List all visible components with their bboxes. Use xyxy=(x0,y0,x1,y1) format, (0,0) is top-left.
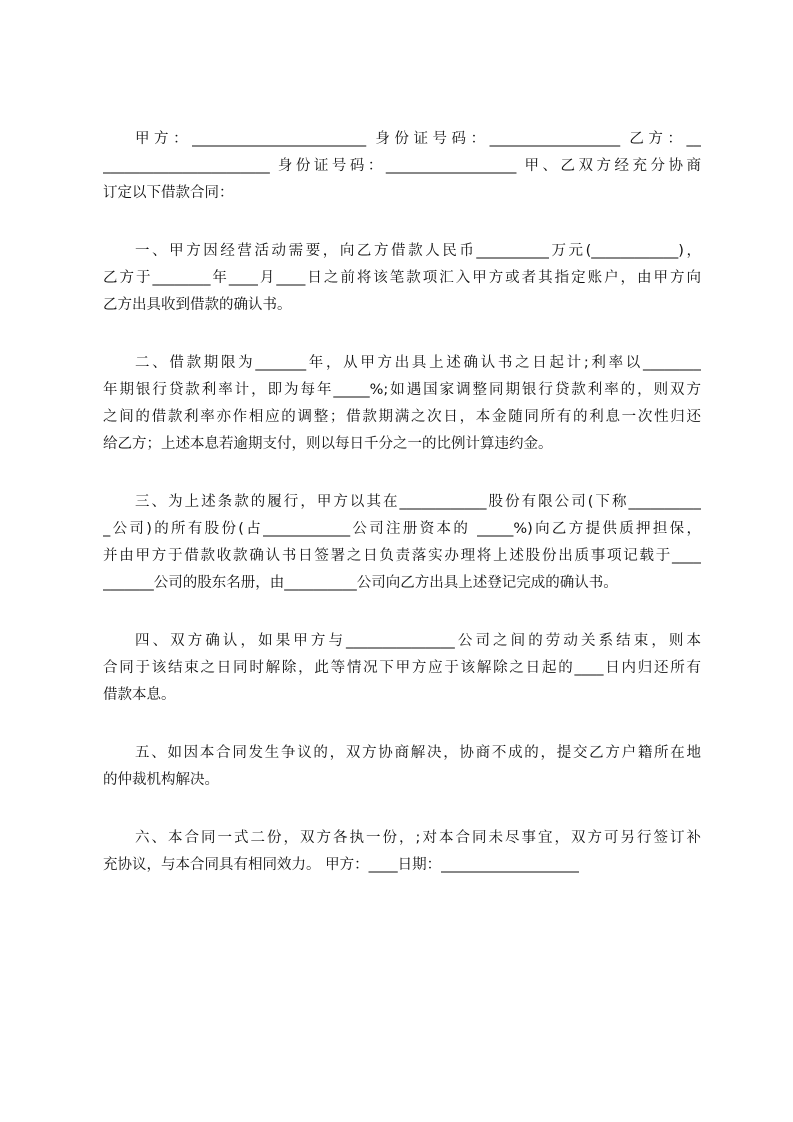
paragraph-gap xyxy=(103,794,701,825)
text-line: 乙方出具收到借款的确认书。 xyxy=(103,297,292,313)
clause-5 xyxy=(103,740,701,794)
clause-3 xyxy=(103,489,701,597)
text-line: 并由甲方于借款收款确认书日签署之日负责落实办理将上述股份出质事项记载于____ xyxy=(103,548,701,564)
text-line: 的仲裁机构解决。 xyxy=(103,772,219,788)
paragraph-parties xyxy=(103,126,701,207)
paragraph-gap xyxy=(103,319,701,350)
text-line: 六、本合同一式二份，双方各执一份，;对本合同未尽事宜，双方可另行签订补 xyxy=(135,830,701,846)
text-line: 之间的借款利率亦作相应的调整；借款期满之次日，本金随同所有的利息一次性归还 xyxy=(103,409,701,425)
text-line: 四、双方确认，如果甲方与_______________公司之间的劳动关系结束，则本 xyxy=(135,633,701,649)
text-line: 订定以下借款合同： xyxy=(103,185,234,201)
text-line: _公司)的所有股份(占____________公司注册资本的 _____%)向乙方提供质押担保， xyxy=(103,521,701,537)
text-line: 乙方于________年____月____日之前将该笔款项汇入甲方或者其指定账户，由甲方向 xyxy=(103,270,701,286)
text-line: 借款本息。 xyxy=(103,687,176,703)
paragraph-gap xyxy=(103,709,701,740)
clause-1 xyxy=(103,238,701,319)
text-line: 给乙方；上述本息若逾期支付，则以每日千分之一的比例计算违约金。 xyxy=(103,436,553,452)
text-line: _______公司的股东名册，由__________公司向乙方出具上述登记完成的确认书。 xyxy=(103,575,618,591)
clause-4 xyxy=(103,628,701,709)
text-line: 三、为上述条款的履行，甲方以其在____________股份有限公司(下称__________ xyxy=(135,494,701,510)
text-line: 年期银行贷款利率计，即为每年_____%;如遇国家调整同期银行贷款利率的，则双方 xyxy=(103,382,701,398)
paragraph-gap xyxy=(103,458,701,489)
text-line: 五、如因本合同发生争议的，双方协商解决，协商不成的，提交乙方户籍所在地 xyxy=(135,745,701,761)
paragraph-gap xyxy=(103,597,701,628)
text-line: 甲方：________________________ 身份证号码：__________________ 乙方：__ xyxy=(135,131,701,147)
text-line: _______________________ 身份证号码：__________________ 甲、乙双方经充分协商 xyxy=(103,158,701,174)
contract-body xyxy=(103,126,701,879)
text-line: 二、借款期限为_______年，从甲方出具上述确认书之日起计;利率以________ xyxy=(135,355,701,371)
text-line: 充协议，与本合同具有相同效力。 甲方：____日期：___________________ xyxy=(103,857,579,873)
text-line: 合同于该结束之日同时解除，此等情况下甲方应于该解除之日起的____日内归还所有 xyxy=(103,660,701,676)
clause-6 xyxy=(103,825,701,879)
clause-2 xyxy=(103,350,701,458)
text-line: 一、甲方因经营活动需要，向乙方借款人民币__________万元(____________)， xyxy=(135,243,701,259)
paragraph-gap xyxy=(103,207,701,238)
